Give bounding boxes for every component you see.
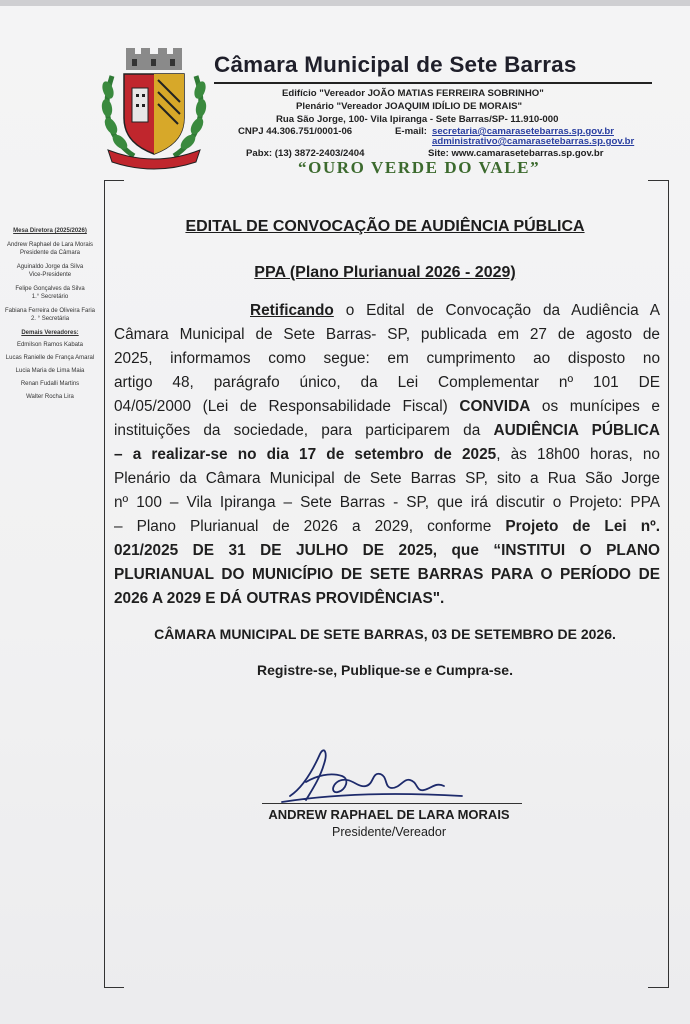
frame-corner-top-right [648, 180, 669, 181]
sidebar-member: Lucia Maria de Lima Maia [15, 368, 85, 374]
frame-border-right [668, 180, 669, 988]
plenary-line: Plenário "Vereador JOAQUIM IDÍLIO DE MORAIS" [296, 101, 523, 112]
institution-title: Câmara Municipal de Sete Barras [214, 52, 577, 77]
sidebar-line: Presidente da Câmara [19, 250, 81, 256]
paragraph-line: Câmara Municipal de Sete Barras- SP, publicada em 27 de agosto de [114, 326, 660, 343]
frame-corner-bottom-right [648, 987, 669, 988]
frame-corner-top-left [104, 180, 124, 181]
paragraph-line: – Plano Plurianual de 2026 a 2029, conforme Projeto de Lei nº. [114, 518, 660, 535]
sidebar-line: Andrew Raphael de Lara Morais [6, 242, 94, 248]
phone-line: Pabx: (13) 3872-2403/2404 [246, 148, 365, 159]
frame-corner-bottom-left [104, 987, 124, 988]
paragraph-line: PLURIANUAL DO MUNICÍPIO DE SETE BARRAS PARA O PERÍODO DE [114, 566, 660, 583]
paragraph-line: nº 100 – Vila Ipiranga – Sete Barras - SP, que irá discutir o Projeto: PPA [114, 494, 660, 511]
signature-line [262, 803, 522, 804]
sidebar-member: Edmilson Ramos Kabata [16, 342, 84, 348]
document-page [0, 6, 690, 1024]
paragraph-line: – a realizar-se no dia 17 de setembro de 2025, às 18h00 horas, no [114, 446, 660, 463]
paragraph-line: artigo 48, parágrafo único, da Lei Complementar nº 101 DE [114, 374, 660, 391]
paragraph-line: 2026 A 2029 E DÁ OUTRAS PROVIDÊNCIAS". [114, 590, 445, 607]
sidebar-line: Vice-Presidente [28, 272, 72, 278]
sidebar-line: 1.° Secretário [31, 294, 69, 300]
sidebar-heading: Mesa Diretora (2025/2026) [13, 228, 87, 234]
place-date-line: CÂMARA MUNICIPAL DE SETE BARRAS, 03 DE SETEMBRO DE 2026. [154, 626, 616, 642]
paragraph-line: instituições da sociedade, para participarem da AUDIÊNCIA PÚBLICA [114, 422, 660, 439]
sidebar-subheading: Demais Vereadores: [21, 330, 79, 336]
document-title: EDITAL DE CONVOCAÇÃO DE AUDIÊNCIA PÚBLICA [185, 218, 585, 235]
closing-line: Registre-se, Publique-se e Cumpra-se. [257, 662, 513, 678]
sidebar-member: Renan Fudalli Martins [20, 381, 80, 387]
email-secretaria-link[interactable]: secretaria@camarasetebarras.sp.gov.br [432, 126, 614, 137]
motto: “OURO VERDE DO VALE” [298, 158, 541, 177]
title-underline [214, 82, 652, 84]
sidebar-member: Lucas Ranielle de França Amaral [5, 355, 95, 361]
address-line: Rua São Jorge, 100- Vila Ipiranga - Sete Barras/SP- 11.910-000 [276, 114, 559, 125]
coat-of-arms-icon [98, 46, 210, 170]
signatory-name: ANDREW RAPHAEL DE LARA MORAIS [268, 807, 510, 822]
paragraph-line: Retificando o Edital de Convocação da Audiência A [250, 302, 660, 319]
building-line: Edifício "Vereador JOÃO MATIAS FERREIRA SOBRINHO" [282, 88, 544, 99]
email-label: E-mail: [395, 126, 427, 137]
cnpj-line: CNPJ 44.306.751/0001-06 [238, 126, 353, 137]
frame-border-left [104, 180, 105, 988]
sidebar-line: 2. ° Secretária [30, 316, 70, 322]
signatory-role: Presidente/Vereador [332, 825, 446, 839]
paragraph-line: 021/2025 DE 31 DE JULHO DE 2025, que “INSTITUI O PLANO [114, 542, 660, 559]
signature-icon [272, 742, 472, 808]
document-subtitle: PPA (Plano Plurianual 2026 - 2029) [254, 264, 516, 281]
sidebar-member: Walter Rocha Lira [26, 394, 74, 400]
paragraph-line: 04/05/2000 (Lei de Responsabilidade Fiscal) CONVIDA os munícipes e [114, 398, 660, 415]
paragraph-line: Plenário da Câmara Municipal de Sete Barras SP, sito a Rua São Jorge [114, 470, 660, 487]
paragraph-line: 2025, informamos como segue: em cumprimento ao disposto no [114, 350, 660, 367]
sidebar-line: Felipe Gonçalves da Silva [15, 286, 85, 292]
sidebar-line: Aguinaldo Jorge da Silva [16, 264, 84, 270]
sidebar-line: Fabiana Ferreira de Oliveira Faria [4, 308, 96, 314]
email-administrativo-link[interactable]: administrativo@camarasetebarras.sp.gov.br [432, 136, 635, 147]
site-line: Site: www.camarasetebarras.sp.gov.br [428, 148, 604, 159]
